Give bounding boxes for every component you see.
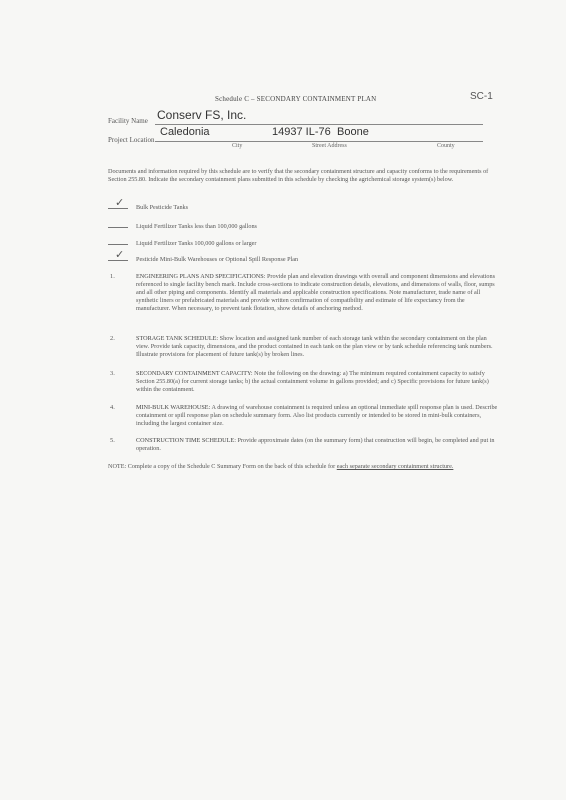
checkbox-line[interactable] xyxy=(108,227,128,228)
item-text: Show location and assigned tank number of each storage tank within the secondary containment on the plan view. Provide tank capacity, dimensions, and the product contained in each tank on the plan view or by tank schedule referencing tank numbers. Illustrate provisions for placement of future tank(s) by broken lines. xyxy=(136,335,493,358)
item-paragraph xyxy=(136,370,498,394)
note-paragraph xyxy=(108,463,500,471)
check-mark-icon: ✓ xyxy=(115,196,125,209)
item-number: 4. xyxy=(110,404,115,411)
schedule-title: Schedule C – SECONDARY CONTAINMENT PLAN xyxy=(215,95,377,103)
item-number: 1. xyxy=(110,273,115,280)
item-title: SECONDARY CONTAINMENT CAPACITY: xyxy=(136,370,253,377)
city-caption: City xyxy=(232,143,243,149)
item-title: ENGINEERING PLANS AND SPECIFICATIONS: xyxy=(136,273,266,280)
checklist-item: Liquid Fertilizer Tanks 100,000 gallons or larger xyxy=(136,240,257,247)
item-number: 5. xyxy=(110,437,115,444)
street-value: 14937 IL-76 xyxy=(272,126,331,138)
item-text: Provide plan and elevation drawings with overall and component dimensions and elevations referenced to single facility bench mark. Include cross-sections to indicate construction details, elevations, and dimensions of walls, floor, sumps and all other piping and components. Identify all materials and applicable construction specifications. Note manufacturer, trade name of all synthetic liners or prefabricated materials and provide written confirmation of compatibility and estimate of life expectancy from the manufacturer. When necessary, to prevent tank flotation, show details of anchoring method. xyxy=(136,273,496,312)
county-value: Boone xyxy=(337,126,369,138)
item-text: Note the following on the drawing: a) The minimum required containment capacity to satisfy Section 255.80(a) for current storage tanks; b) the actual containment volume in gallons provided; and c) Specific provisions for future tank(s) within the containment. xyxy=(136,370,489,393)
item-paragraph xyxy=(136,335,498,359)
note-label: NOTE: xyxy=(108,463,127,470)
checkbox-line[interactable] xyxy=(108,260,128,261)
facility-name-rule xyxy=(155,124,483,125)
item-paragraph xyxy=(136,404,498,428)
item-number: 2. xyxy=(110,335,115,342)
street-caption: Street Address xyxy=(312,143,347,149)
checklist-item: Liquid Fertilizer Tanks less than 100,000 gallons xyxy=(136,223,257,230)
item-number: 3. xyxy=(110,370,115,377)
item-title: CONSTRUCTION TIME SCHEDULE: xyxy=(136,437,236,444)
city-value: Caledonia xyxy=(160,126,210,138)
project-location-rule xyxy=(155,141,483,142)
checklist-item: Pesticide Mini-Bulk Warehouses or Optional Spill Response Plan xyxy=(136,256,299,263)
checklist-item: Bulk Pesticide Tanks xyxy=(136,204,189,211)
intro-paragraph: Documents and information required by this schedule are to verify that the secondary containment structure and capacity conforms to the requirements of Section 255.80. Indicate the secondary containment plans submitted in this schedule by checking the agrichemical storage system(s) below. xyxy=(108,168,489,183)
note-underlined-text: each separate secondary containment structure. xyxy=(336,463,454,470)
item-paragraph xyxy=(136,273,498,313)
project-location-label: Project Location xyxy=(108,136,155,144)
county-caption: County xyxy=(437,143,455,149)
facility-name-label: Facility Name xyxy=(108,117,148,125)
note-text: Complete a copy of the Schedule C Summary Form on the back of this schedule for xyxy=(127,463,336,470)
item-paragraph xyxy=(136,437,498,453)
facility-name-value: Conserv FS, Inc. xyxy=(157,108,247,122)
item-text: Provide approximate dates (on the summary form) that construction will begin, be completed and put in operation. xyxy=(136,437,495,452)
schedule-id: SC-1 xyxy=(470,91,493,102)
item-text: A drawing of warehouse containment is required unless an optional immediate spill response plan is used. Describe containment or spill response plan on schedule summary form. Also list products currently or intended to be stored in mini-bulk containers, including the largest container size. xyxy=(136,404,498,427)
item-title: MINI-BULK WAREHOUSE: xyxy=(136,404,211,411)
item-title: STORAGE TANK SCHEDULE: xyxy=(136,335,219,342)
checkbox-line[interactable] xyxy=(108,244,128,245)
checkbox-line[interactable] xyxy=(108,208,128,209)
check-mark-icon: ✓ xyxy=(115,248,125,261)
